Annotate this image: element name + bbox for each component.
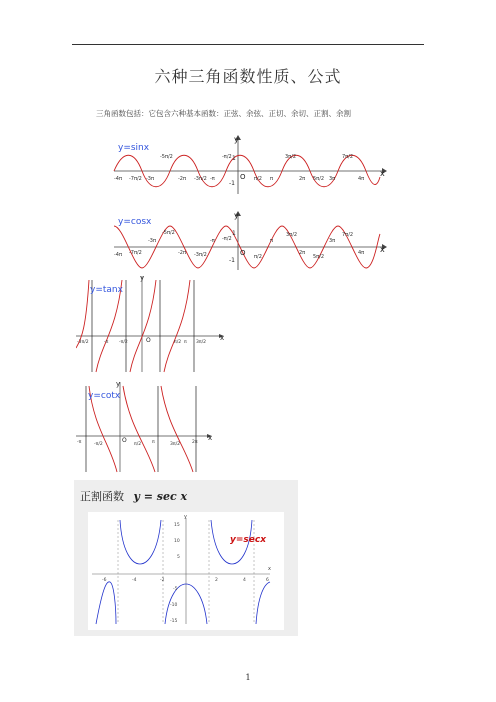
sec-heading-text: 正割函数 bbox=[80, 490, 124, 503]
tick-label: -3π/2 bbox=[194, 176, 207, 182]
y-tick-label: -5 bbox=[173, 587, 178, 592]
header-rule bbox=[72, 44, 424, 45]
tick-label: 3π/2 bbox=[285, 154, 297, 160]
tick-label: 7π/2 bbox=[342, 232, 354, 238]
tick-label: π bbox=[270, 238, 274, 244]
tan-label: y=tanx bbox=[90, 285, 123, 295]
cot-label: y=cotx bbox=[88, 391, 121, 401]
tick-label: -π bbox=[210, 176, 215, 182]
tick-label: -π/2 bbox=[222, 236, 232, 242]
x-tick-label: 2 bbox=[215, 578, 218, 583]
tan-branch bbox=[164, 280, 190, 372]
one-label: 1 bbox=[232, 155, 236, 162]
tick-label: 3π/2 bbox=[170, 442, 180, 447]
tick-label: π bbox=[152, 440, 155, 445]
tick-label: 3π bbox=[329, 238, 336, 244]
tick-label: π/2 bbox=[134, 442, 142, 447]
sec-formula: y = sec x bbox=[133, 490, 188, 503]
y-tick-label: 10 bbox=[174, 539, 180, 544]
tick-label: -π bbox=[210, 238, 215, 244]
cos-label: y=cosx bbox=[118, 217, 152, 227]
tick-label: π bbox=[270, 176, 274, 182]
y-axis-label: y bbox=[184, 514, 187, 520]
tick-label: -7π/2 bbox=[129, 176, 142, 182]
cos-graph bbox=[110, 208, 390, 272]
y-tick-label: 15 bbox=[174, 523, 180, 528]
tick-label: 2π bbox=[299, 250, 306, 256]
sec-curve-label: y=secx bbox=[230, 535, 267, 545]
tick-label: -3π bbox=[148, 238, 156, 244]
tick-label: 5π/2 bbox=[313, 254, 325, 260]
cot-branch bbox=[123, 386, 155, 472]
tick-label: 2π bbox=[299, 176, 306, 182]
tick-label: -2π bbox=[178, 250, 186, 256]
origin-label: O bbox=[240, 173, 246, 181]
y-axis-label: y bbox=[234, 211, 239, 220]
tick-label: -π/2 bbox=[94, 442, 103, 447]
tick-label: -π bbox=[104, 340, 109, 345]
tick-label: π/2 bbox=[254, 254, 262, 260]
tick-label: 4π bbox=[358, 176, 365, 182]
tick-label: -π/2 bbox=[222, 154, 232, 160]
tick-label: -3π bbox=[146, 176, 154, 182]
x-axis-label: x bbox=[268, 566, 271, 572]
tick-label: π/2 bbox=[174, 340, 182, 345]
x-tick-label: 6 bbox=[266, 578, 269, 583]
tick-label: 4π bbox=[358, 250, 365, 256]
cot-branch bbox=[161, 386, 193, 472]
tick-label: 3π/2 bbox=[196, 340, 206, 345]
x-axis-label: x bbox=[380, 169, 385, 178]
tick-label: 5π/2 bbox=[313, 176, 325, 182]
x-tick-label: -6 bbox=[102, 578, 107, 583]
tick-label: -5π/2 bbox=[160, 154, 173, 160]
sec-heading bbox=[80, 488, 187, 504]
tick-label: -π/2 bbox=[119, 340, 128, 345]
tick-label: -4π bbox=[114, 252, 122, 258]
y-tick-label: -10 bbox=[170, 603, 178, 608]
page-title: 六种三角函数性质、公式 bbox=[154, 67, 342, 86]
x-tick-label: -4 bbox=[132, 578, 137, 583]
neg-one-label: -1 bbox=[229, 180, 235, 187]
tan-graph bbox=[76, 272, 226, 376]
page-number: 1 bbox=[245, 673, 251, 682]
tan-branch bbox=[130, 280, 156, 372]
x-axis-label: x bbox=[208, 434, 213, 442]
x-axis-label: x bbox=[380, 245, 385, 254]
tick-label: 2π bbox=[192, 440, 198, 445]
x-tick-label: -2 bbox=[160, 578, 165, 583]
tick-label: π bbox=[184, 340, 187, 345]
sin-label: y=sinx bbox=[118, 143, 150, 153]
sec-panel bbox=[74, 480, 298, 636]
sec-graph bbox=[88, 512, 284, 630]
tick-label: 3π/2 bbox=[286, 232, 298, 238]
y-axis-label: y bbox=[116, 380, 121, 388]
tick-label: -4π bbox=[114, 176, 122, 182]
y-axis-label: y bbox=[234, 135, 239, 144]
tick-label: -5π/2 bbox=[162, 230, 175, 236]
origin-label: O bbox=[240, 249, 246, 257]
tick-label: 7π/2 bbox=[342, 154, 354, 160]
y-axis-label: y bbox=[140, 274, 145, 282]
sin-graph bbox=[110, 132, 390, 196]
neg-one-label: -1 bbox=[229, 257, 235, 264]
one-label: 1 bbox=[232, 230, 236, 237]
intro-text: 三角函数包括：它包含六种基本函数：正弦、余弦、正切、余切、正割、余割 bbox=[96, 109, 351, 118]
tick-label: -3π/2 bbox=[77, 340, 89, 345]
cot-graph bbox=[76, 378, 216, 474]
origin-label: O bbox=[146, 337, 151, 344]
tick-label: -π bbox=[77, 440, 82, 445]
tick-label: -2π bbox=[178, 176, 186, 182]
y-tick-label: -15 bbox=[170, 619, 178, 624]
tan-branch bbox=[76, 280, 89, 348]
tick-label: -3π/2 bbox=[194, 252, 207, 258]
y-tick-label: 5 bbox=[177, 555, 180, 560]
tick-label: -7π/2 bbox=[129, 250, 142, 256]
x-tick-label: 4 bbox=[243, 578, 246, 583]
x-axis-label: x bbox=[220, 334, 225, 342]
origin-label: O bbox=[122, 437, 127, 444]
tick-label: π/2 bbox=[254, 176, 262, 182]
tick-label: 3π bbox=[329, 176, 336, 182]
